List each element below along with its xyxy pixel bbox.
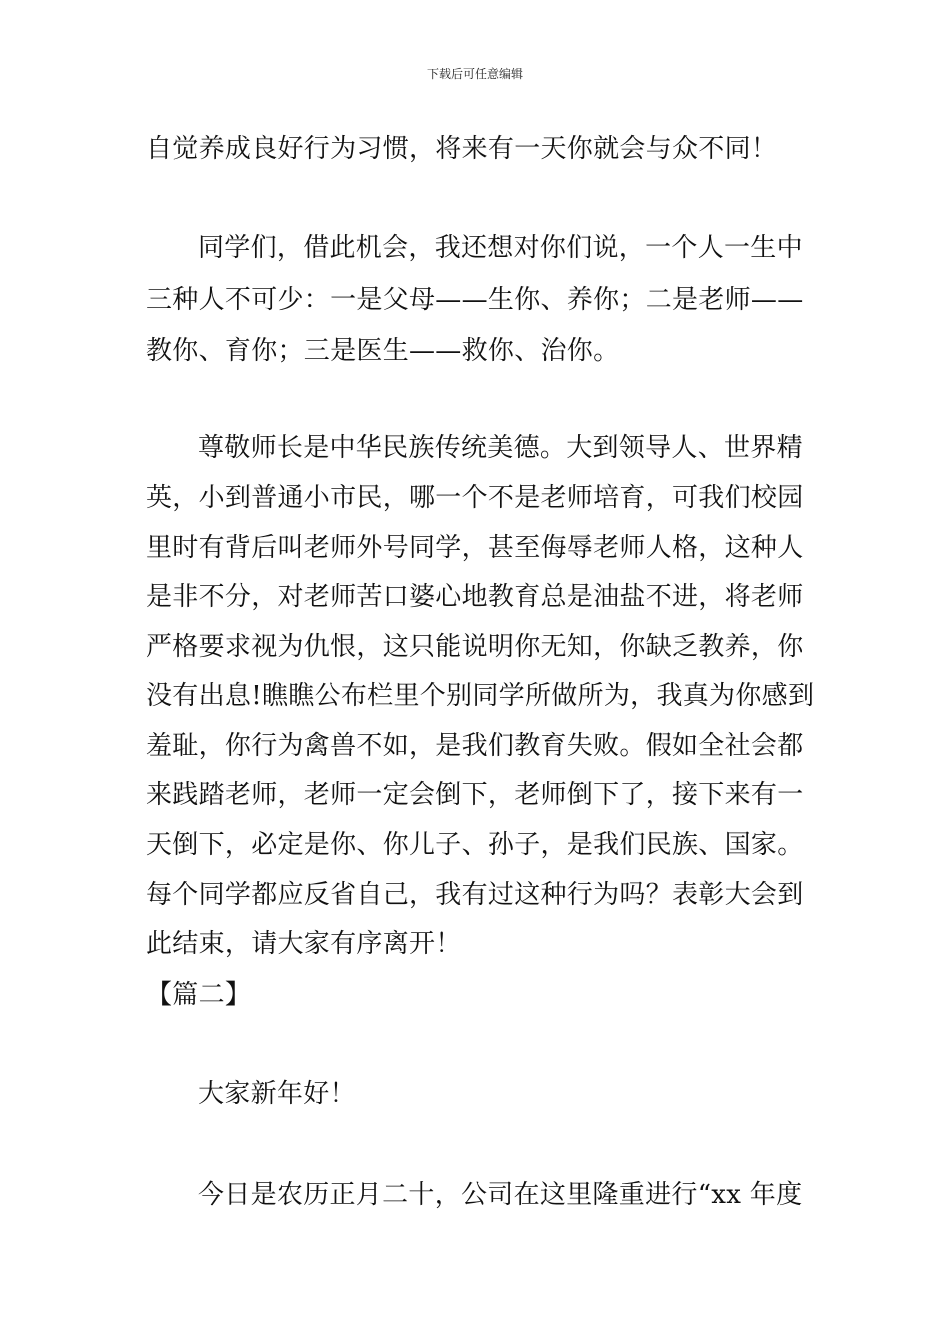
paragraph-line: 没有出息!瞧瞧公布栏里个别同学所做所为，我真为你感到 (146, 681, 815, 711)
paragraph-line: 尊敬师长是中华民族传统美德。大到领导人、世界精 (198, 433, 803, 463)
paragraph-line: 三种人不可少：一是父母——生你、养你；二是老师—— (146, 285, 804, 315)
paragraph-line: 是非不分，对老师苦口婆心地教育总是油盐不进，将老师 (146, 582, 804, 612)
paragraph-line: 今日是农历正月二十，公司在这里隆重进行“xx 年度 (198, 1180, 803, 1210)
paragraph-line: 里时有背后叫老师外号同学，甚至侮辱老师人格，这种人 (146, 533, 804, 563)
paragraph-line: 大家新年好！ (198, 1079, 356, 1109)
paragraph-line: 严格要求视为仇恨，这只能说明你无知，你缺乏教养，你 (146, 632, 804, 662)
page-header: 下载后可任意编辑 (426, 67, 523, 81)
paragraph-line: 来践踏老师，老师一定会倒下，老师倒下了，接下来有一 (146, 780, 804, 810)
paragraph-line: 自觉养成良好行为习惯，将来有一天你就会与众不同！ (146, 134, 778, 164)
paragraph-line: 每个同学都应反省自己，我有过这种行为吗？表彰大会到 (146, 880, 804, 910)
section-heading: 【篇二】 (146, 980, 252, 1010)
paragraph-line: 羞耻，你行为禽兽不如，是我们教育失败。假如全社会都 (146, 731, 804, 761)
paragraph-line: 教你、育你；三是医生——救你、治你。 (146, 336, 620, 366)
paragraph-line: 同学们，借此机会，我还想对你们说，一个人一生中 (198, 233, 803, 263)
paragraph-line: 此结束，请大家有序离开！ (146, 929, 462, 959)
paragraph-line: 英，小到普通小市民，哪一个不是老师培育，可我们校园 (146, 483, 804, 513)
paragraph-line: 天倒下，必定是你、你儿子、孙子，是我们民族、国家。 (146, 830, 804, 860)
